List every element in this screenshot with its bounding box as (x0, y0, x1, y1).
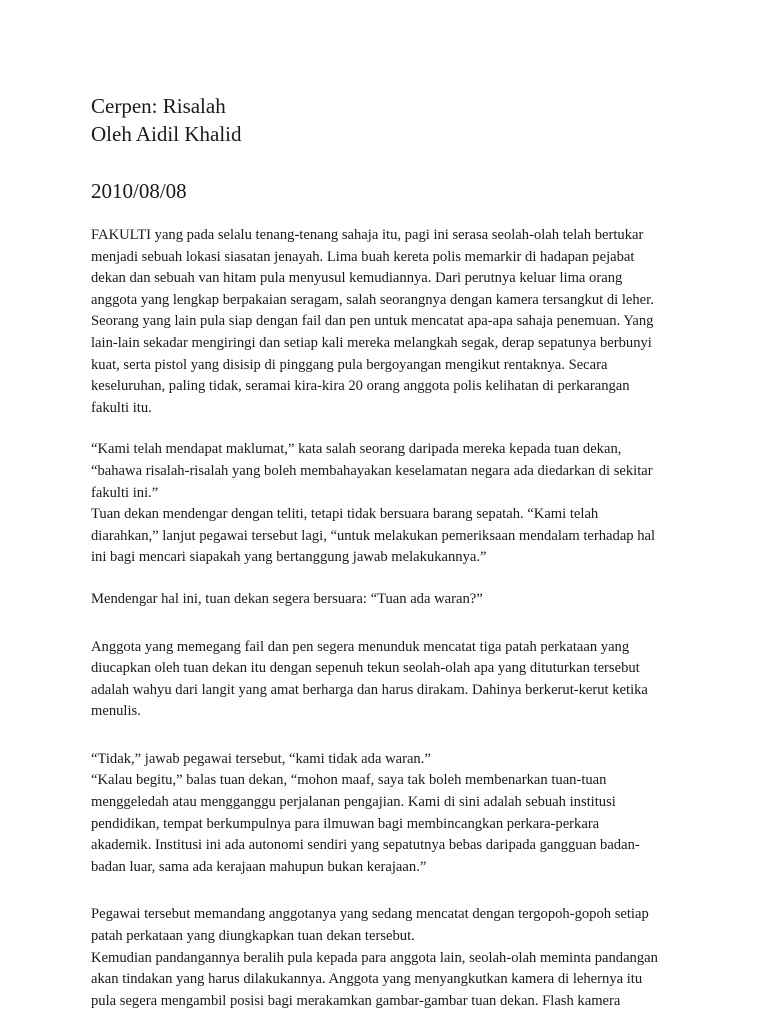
paragraph (91, 637, 691, 723)
paragraph-spacer (91, 611, 691, 637)
text-line: “bahawa risalah-risalah yang boleh membahayakan keselamatan negara ada diedarkan di sekitar (91, 462, 653, 479)
paragraph (91, 749, 691, 879)
text-line: fakulti ini.” (91, 484, 159, 501)
text-line: Mendengar hal ini, tuan dekan segera bersuara: “Tuan ada waran?” (91, 590, 483, 607)
text-line: Anggota yang memegang fail dan pen segera menunduk mencatat tiga patah perkataan yang (91, 638, 630, 655)
text-line: Kemudian pandangannya beralih pula kepada para anggota lain, seolah-olah meminta pandangan (91, 949, 658, 966)
title-line: Cerpen: Risalah (91, 94, 226, 118)
author-line: Oleh Aidil Khalid (91, 122, 242, 146)
text-line: akan tindakan yang harus dilakukannya. Anggota yang menyangkutkan kamera di lehernya itu (91, 971, 643, 988)
text-line: FAKULTI yang pada selalu tenang-tenang sahaja itu, pagi ini serasa seolah-olah telah bertukar (91, 227, 644, 243)
publish-date: 2010/08/08 (91, 179, 187, 203)
paragraph (91, 225, 691, 419)
text-line: menggeledah atau mengganggu perjalanan pengajian. Kami di sini adalah sebuah institusi (91, 794, 616, 811)
text-line: “Tidak,” jawab pegawai tersebut, “kami tidak ada waran.” (91, 750, 431, 767)
text-line: diarahkan,” lanjut pegawai tersebut lagi, “untuk melakukan pemeriksaan mendalam terhadap hal (91, 527, 656, 544)
text-line: “Kalau begitu,” balas tuan dekan, “mohon maaf, saya tak boleh membenarkan tuan-tuan (91, 772, 607, 789)
text-line: dekan dan sebuah van hitam pula menyusul kemudiannya. Dari perutnya keluar lima orang (91, 270, 623, 287)
paragraph (91, 589, 691, 611)
text-line: akademik. Institusi ini ada autonomi sendiri yang sepatutnya bebas daripada gangguan badan- (91, 837, 640, 854)
text-line: menjadi sebuah lokasi siasatan jenayah. Lima buah kereta polis memarkir di hadapan pejabat (91, 248, 635, 265)
text-line: pendidikan, tempat berkumpulnya para ilmuwan bagi membincangkan perkara-perkara (91, 815, 600, 832)
text-line: menulis. (91, 703, 141, 720)
document-title (91, 92, 691, 148)
text-line: diucapkan oleh tuan dekan itu dengan sepenuh tekun seolah-olah apa yang dituturkan tersebut (91, 660, 640, 677)
text-line: Tuan dekan mendengar dengan teliti, tetapi tidak bersuara barang sepatah. “Kami telah (91, 506, 599, 523)
paragraph-spacer (91, 569, 691, 589)
text-line: ini bagi mencari siapakah yang bertanggung jawab melakukannya.” (91, 549, 487, 566)
text-line: Seorang yang lain pula siap dengan fail dan pen untuk mencatat apa-apa sahaja penemuan. Yang (91, 313, 654, 330)
text-line: fakulti itu. (91, 399, 152, 416)
text-line: Pegawai tersebut memandang anggotanya yang sedang mencatat dengan tergopoh-gopoh setiap (91, 906, 649, 923)
paragraph (91, 439, 691, 569)
text-line: patah perkataan yang diungkapkan tuan dekan tersebut. (91, 928, 415, 945)
text-line: “Kami telah mendapat maklumat,” kata salah seorang daripada mereka kepada tuan dekan, (91, 441, 622, 458)
text-line: keseluruhan, paling tidak, seramai kira-kira 20 orang anggota polis kelihatan di perkarangan (91, 378, 630, 395)
text-line: anggota yang lengkap berpakaian seragam, salah seorangnya dengan kamera tersangkut di leher. (91, 291, 654, 308)
text-line: adalah wahyu dari langit yang amat berharga dan harus dirakam. Dahinya berkerut-kerut ketika (91, 681, 648, 698)
text-line: pula segera mengambil posisi bagi merakamkan gambar-gambar tuan dekan. Flash kamera (91, 992, 621, 1009)
paragraph (91, 904, 691, 1012)
paragraph-spacer (91, 878, 691, 904)
story-body (91, 225, 691, 1012)
text-line: lain-lain sekadar mengiringi dan setiap kali mereka melangkah segak, derap sepatunya berbunyi (91, 334, 652, 351)
text-line: kuat, serta pistol yang disisip di pinggang pula bergoyangan mengikut rentaknya. Secara (91, 356, 608, 373)
paragraph-spacer (91, 723, 691, 749)
paragraph-spacer (91, 419, 691, 439)
text-line: badan luar, sama ada kerajaan mahupun bukan kerajaan.” (91, 858, 427, 875)
document-page (91, 92, 691, 1012)
